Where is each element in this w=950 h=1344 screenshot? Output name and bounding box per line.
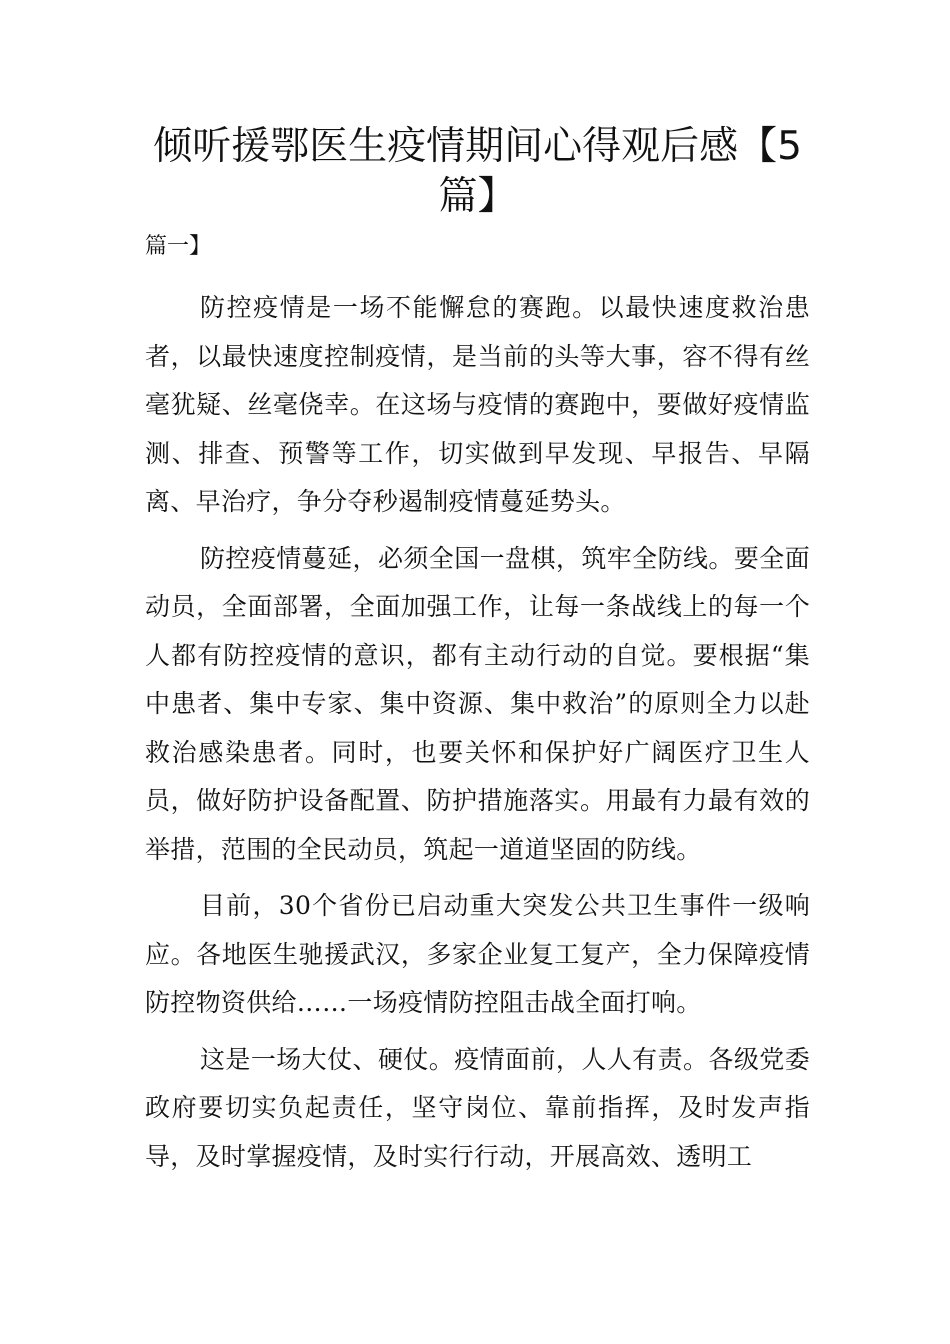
paragraph: 防控疫情是一场不能懈怠的赛跑。以最快速度救治患者，以最快速度控制疫情，是当前的头等大事，容不得有丝毫犹疑、丝毫侥幸。在这场与疫情的赛跑中，要做好疫情监测、排查、预警等工作，切实做到早发现、早报告、早隔离、早治疗，争分夺秒遏制疫情蔓延势头。 (145, 293, 810, 516)
document-title: 倾听援鄂医生疫情期间心得观后感【5篇】 (153, 124, 802, 219)
section-label: 篇一】 (145, 234, 212, 259)
document-body (145, 284, 810, 1189)
paragraph: 防控疫情蔓延，必须全国一盘棋，筑牢全防线。要全面动员，全面部署，全面加强工作，让每一条战线上的每一个人都有防控疫情的意识，都有主动行动的自觉。要根据“集中患者、集中专家、集中资源、集中救治”的原则全力以赴救治感染患者。同时，也要关怀和保护好广阔医疗卫生人员，做好防护设备配置、防护措施落实。用最有力最有效的举措，范围的全民动员，筑起一道道坚固的防线。 (145, 543, 810, 864)
paragraph: 这是一场大仗、硬仗。疫情面前，人人有责。各级党委政府要切实负起责任，坚守岗位、靠前指挥，及时发声指导，及时掌握疫情，及时实行行动，开展高效、透明工 (145, 1044, 810, 1171)
paragraph: 目前，30个省份已启动重大突发公共卫生事件一级响应。各地医生驰援武汉，多家企业复工复产，全力保障疫情防控物资供给……一场疫情防控阻击战全面打响。 (145, 891, 810, 1017)
